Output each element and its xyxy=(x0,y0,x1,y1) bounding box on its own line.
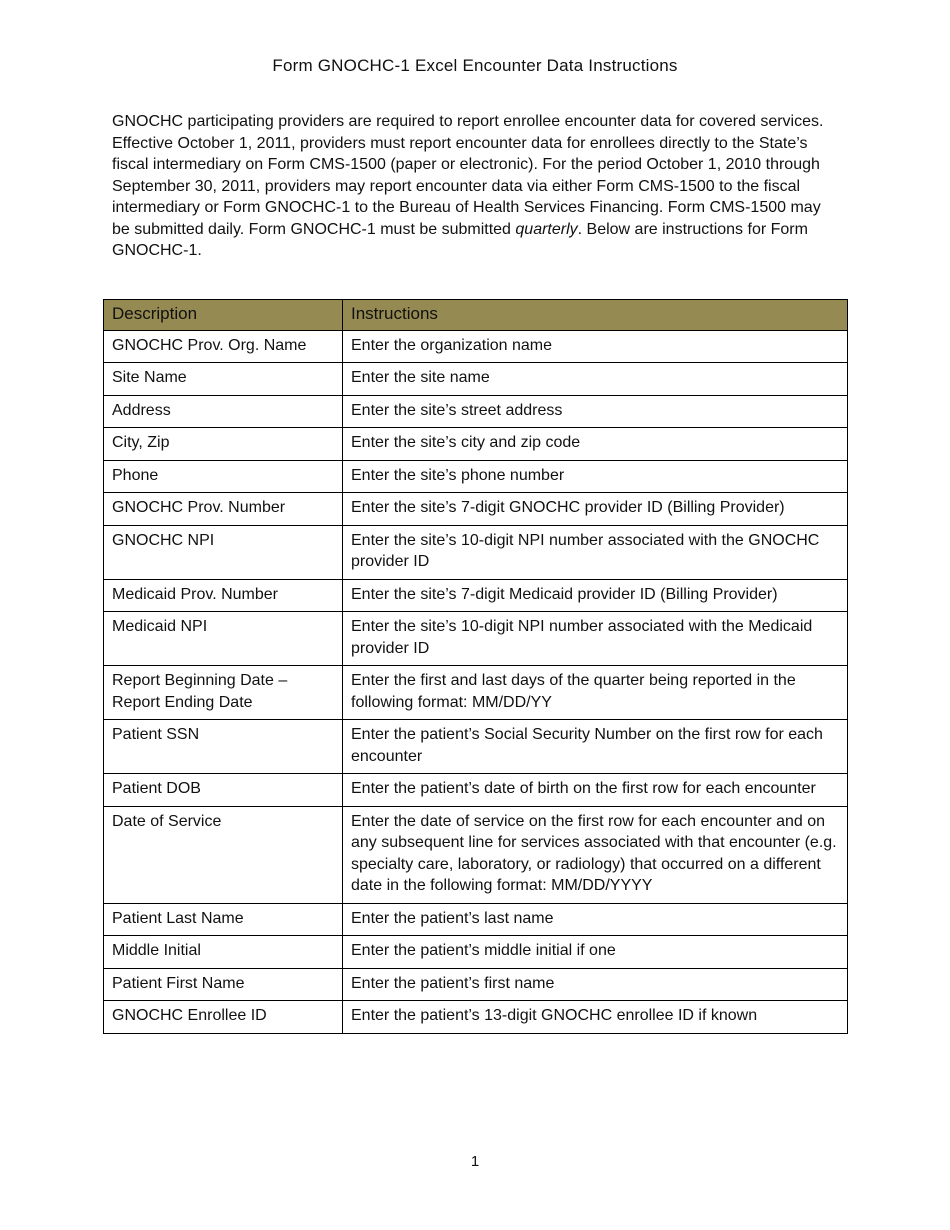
instructions-cell: Enter the site name xyxy=(343,363,848,396)
table-header-row xyxy=(104,300,848,331)
description-cell: GNOCHC Prov. Number xyxy=(104,493,343,526)
description-cell: Patient First Name xyxy=(104,968,343,1001)
instructions-cell: Enter the site’s city and zip code xyxy=(343,428,848,461)
instructions-cell: Enter the patient’s middle initial if one xyxy=(343,936,848,969)
table-row xyxy=(104,493,848,526)
table-row xyxy=(104,968,848,1001)
instructions-cell: Enter the patient’s first name xyxy=(343,968,848,1001)
intro-emphasis: quarterly xyxy=(515,220,578,238)
table-row xyxy=(104,720,848,774)
description-cell: Phone xyxy=(104,460,343,493)
instructions-cell: Enter the site’s 10-digit NPI number associated with the GNOCHC provider ID xyxy=(343,525,848,579)
description-cell: Report Beginning Date – Report Ending Date xyxy=(104,666,343,720)
description-cell: GNOCHC Enrollee ID xyxy=(104,1001,343,1034)
instructions-cell: Enter the site’s 10-digit NPI number associated with the Medicaid provider ID xyxy=(343,612,848,666)
instructions-cell: Enter the patient’s 13-digit GNOCHC enrollee ID if known xyxy=(343,1001,848,1034)
instructions-table xyxy=(103,299,848,1034)
instructions-cell: Enter the date of service on the first row for each encounter and on any subsequent line for services associated with that encounter (e.g. specialty care, laboratory, or radiology) that occurred on a different date in the following format: MM/DD/YYYY xyxy=(343,806,848,903)
header-description: Description xyxy=(104,300,343,331)
instructions-cell: Enter the organization name xyxy=(343,330,848,363)
description-cell: Medicaid NPI xyxy=(104,612,343,666)
description-cell: City, Zip xyxy=(104,428,343,461)
table-row xyxy=(104,460,848,493)
table-row xyxy=(104,903,848,936)
table-row xyxy=(104,330,848,363)
table-row xyxy=(104,806,848,903)
description-cell: GNOCHC NPI xyxy=(104,525,343,579)
table-row xyxy=(104,774,848,807)
instructions-cell: Enter the site’s 7-digit Medicaid provider ID (Billing Provider) xyxy=(343,579,848,612)
table-row xyxy=(104,666,848,720)
intro-paragraph xyxy=(112,111,837,262)
instructions-cell: Enter the site’s phone number xyxy=(343,460,848,493)
description-cell: Address xyxy=(104,395,343,428)
table-row xyxy=(104,1001,848,1034)
instructions-cell: Enter the patient’s date of birth on the first row for each encounter xyxy=(343,774,848,807)
table-row xyxy=(104,579,848,612)
table-row xyxy=(104,612,848,666)
description-cell: Patient Last Name xyxy=(104,903,343,936)
description-cell: GNOCHC Prov. Org. Name xyxy=(104,330,343,363)
description-cell: Medicaid Prov. Number xyxy=(104,579,343,612)
description-cell: Date of Service xyxy=(104,806,343,903)
instructions-cell: Enter the patient’s Social Security Number on the first row for each encounter xyxy=(343,720,848,774)
instructions-cell: Enter the patient’s last name xyxy=(343,903,848,936)
table-row xyxy=(104,936,848,969)
table-row xyxy=(104,395,848,428)
intro-text-end: . Below are instructions for Form GNOCHC-1. xyxy=(112,220,808,259)
table-row xyxy=(104,363,848,396)
page-title: Form GNOCHC-1 Excel Encounter Data Instructions xyxy=(272,56,678,75)
table-row xyxy=(104,428,848,461)
description-cell: Site Name xyxy=(104,363,343,396)
instructions-cell: Enter the first and last days of the quarter being reported in the following format: MM/DD/YY xyxy=(343,666,848,720)
intro-text: GNOCHC participating providers are required to report enrollee encounter data for covered services. Effective October 1, 2011, providers must report encounter data for enrollees directly to the State’s fiscal intermediary on Form CMS-1500 (paper or electronic). For the period October 1, 2010 through September 30, 2011, providers may report encounter data via either Form CMS-1500 to the fiscal intermediary or Form GNOCHC-1 to the Bureau of Health Services Financing. Form CMS-1500 may be submitted daily. Form GNOCHC-1 must be submitted xyxy=(112,113,824,238)
page-number: 1 xyxy=(470,1153,480,1170)
description-cell: Middle Initial xyxy=(104,936,343,969)
header-instructions: Instructions xyxy=(343,300,848,331)
description-cell: Patient DOB xyxy=(104,774,343,807)
description-cell: Patient SSN xyxy=(104,720,343,774)
instructions-cell: Enter the site’s street address xyxy=(343,395,848,428)
instructions-cell: Enter the site’s 7-digit GNOCHC provider ID (Billing Provider) xyxy=(343,493,848,526)
table-row xyxy=(104,525,848,579)
